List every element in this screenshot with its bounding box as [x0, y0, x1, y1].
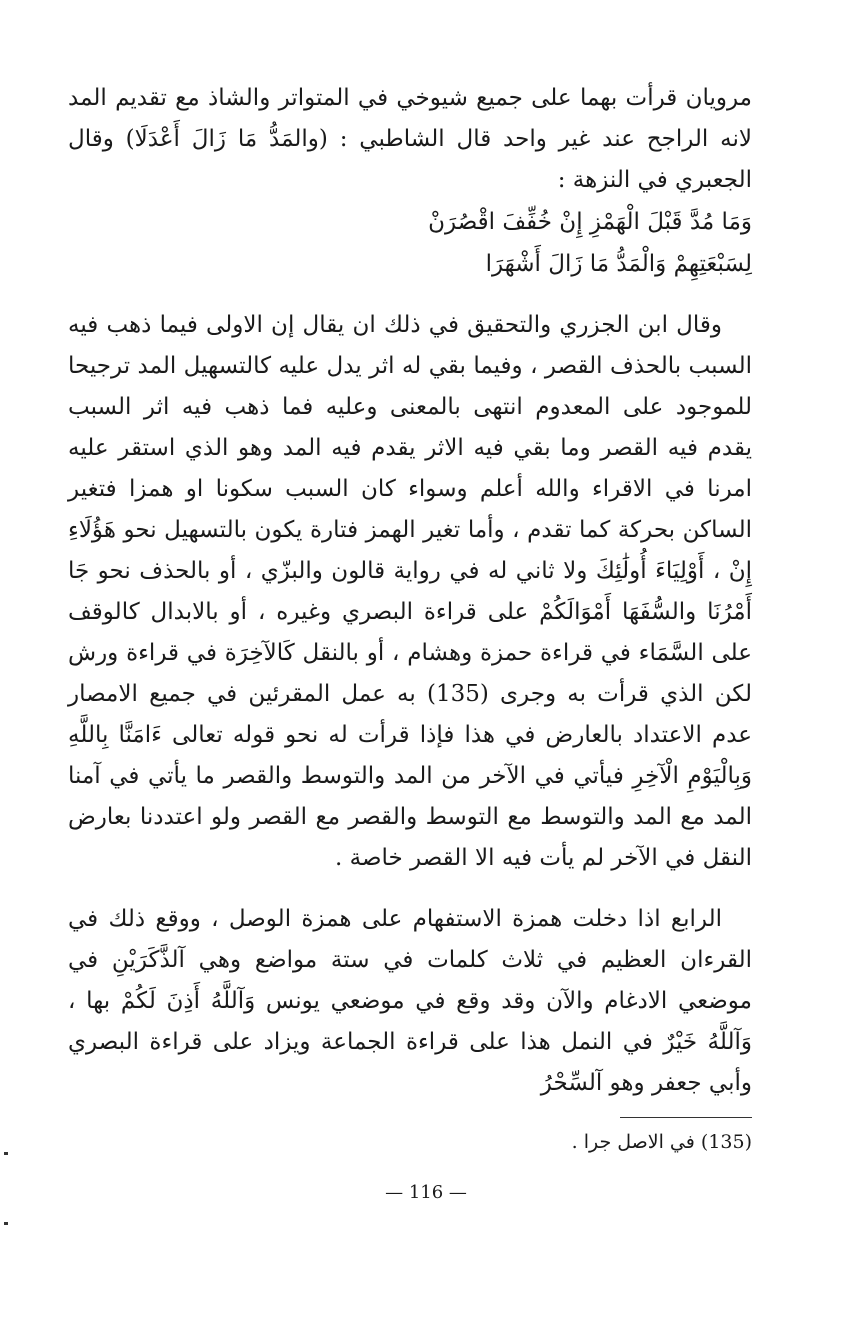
verse	[68, 201, 752, 285]
footnote-separator	[620, 1117, 752, 1118]
scan-speck	[4, 1152, 8, 1155]
verse-line-2: لِسَبْعَتِهِمْ وَالْمَدُّ مَا زَالَ أَشْهَرَا	[485, 251, 752, 277]
verse-line-1: وَمَا مُدَّ قَبْلَ الْهَمْزِ إِنْ خُفِّفَ اقْصُرَنْ	[428, 209, 752, 235]
paragraph-3: الرابع اذا دخلت همزة الاستفهام على همزة الوصل ، ووقع ذلك في القرءان العظيم في ثلاث كلمات في ستة مواضع وهي آلذَّكَرَيْنِ في موضعي الادغام والآن وقد وقع في موضعي يونس وَآللَّهُ أَذِنَ لَكُمْ بها ، وَآللَّهُ خَيْرٌ في النمل هذا على قراءة الجماعة ويزاد على قراءة البصري وأبي جعفر وهو آلسِّحْرُ	[68, 906, 752, 1096]
paragraph-2: وقال ابن الجزري والتحقيق في ذلك ان يقال إن الاولى فيما ذهب فيه السبب بالحذف القصر ، وفيما بقي له اثر يدل عليه كالتسهيل المد ترجيحا للموجود على المعدوم انتهى بالمعنى وعليه فما ذهب فيه اثر السبب يقدم فيه القصر وما بقي فيه الاثر يقدم فيه المد وهو الذي استقر عليه امرنا في الاقراء والله أعلم وسواء كان السبب سكونا او همزا فتغير الساكن بحركة كما تقدم ، وأما تغير الهمز فتارة يكون بالتسهيل نحو هَؤُلَاءِ إِنْ ، أَوْلِيَاءَ أُولَٰئِكَ ولا ثاني له في رواية قالون والبزّي ، أو بالحذف نحو جَا أَمْرُنَا والسُّفَهَا أَمْوَالَكُمْ على قراءة البصري وغيره ، أو بالابدال كالوقف على السَّمَاء في قراءة حمزة وهشام ، أو بالنقل كَالآخِرَة في قراءة ورش لكن الذي قرأت به وجرى (135) به عمل المقرئين في جميع الامصار عدم الاعتداد بالعارض في هذا فإذا قرأت له نحو قوله تعالى ءَامَنَّا بِاللَّهِ وَبِالْيَوْمِ الْآخِرِ فيأتي في الآخر من المد والتوسط والقصر ما يأتي في آمنا المد مع المد والتوسط مع التوسط والقصر مع القصر ولو اعتددنا بعارض النقل في الآخر لم يأت فيه الا القصر خاصة .	[68, 312, 753, 871]
document-body	[68, 78, 752, 1104]
page-number: — 116 —	[385, 1182, 467, 1203]
footnote: (135) في الاصل جرا .	[571, 1131, 752, 1153]
scan-speck	[4, 1222, 8, 1225]
paragraph-1: مرويان قرأت بهما على جميع شيوخي في المتواتر والشاذ مع تقديم المد لانه الراجح عند غير واحد قال الشاطبي : (والمَدُّ مَا زَالَ أَعْدَلَا) وقال الجعبري في النزهة :	[68, 85, 752, 193]
